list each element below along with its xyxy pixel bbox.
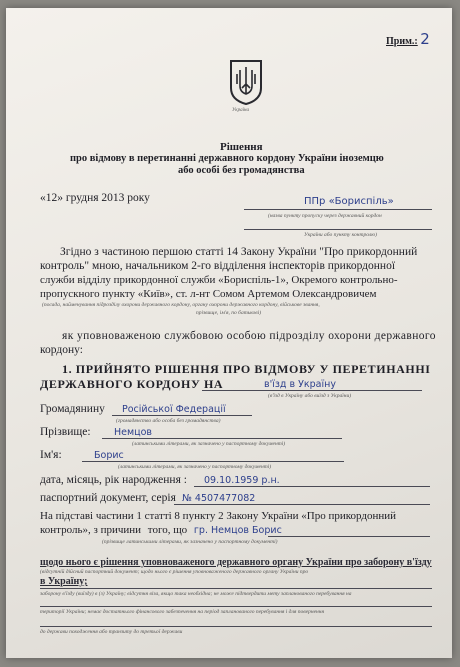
intro-line-1: Згідно з частиною першою статті 14 Закону України "Про прикордонний (60, 246, 418, 258)
title-line-3: або особі без громадянства (178, 165, 305, 176)
basis-reason-label: контроль», з причини (40, 524, 142, 536)
birth-value: 09.10.1959 р.н. (204, 475, 280, 486)
checkpoint-caption-2: України або пункту контролю) (304, 232, 377, 238)
passport-value: № 4507477082 (182, 493, 256, 504)
reason-line-2: в Україну; (40, 576, 88, 587)
title-line-1: Рішення (220, 141, 263, 153)
birth-label: дата, місяць, рік народження : (40, 474, 187, 486)
reason-caption-3: території України; немає достатнього фінансового забезпечення на період запланованого перебування і для повернення (40, 609, 325, 615)
document-date: «12» грудня 2013 року (40, 192, 150, 204)
basis-line-2 (40, 524, 282, 536)
basis-line-1: На підставі частини 1 статті 8 пункту 2 Закону України «Про прикордонний (40, 510, 397, 522)
emblem-caption: Україна (232, 108, 249, 113)
reason-caption-2: заборону в'їзду (виїзду) в (з) Україну; відсутня віза, якщо така необхідна; не може підтвердити мету запланованого перебування на (40, 591, 352, 597)
decision-entry-caption: (в'їзд в Україну або виїзд з України) (268, 393, 352, 399)
surname-caption: (латинськими літерами, як зазначено у паспортному документі) (132, 441, 286, 447)
intro-caption-2: прізвище, ім'я, по батькові) (196, 310, 262, 316)
firstname-label: Ім'я: (40, 449, 62, 461)
firstname-value: Борис (94, 450, 124, 461)
citizen-caption: (громадянство або особа без громадянства) (116, 418, 221, 424)
surname-value: Немцов (114, 427, 153, 438)
basis-reason-connector: того, що (147, 524, 188, 536)
intro-line-3: служби відділу прикордонної служби «Бориспіль-1», Окремого контрольно- (40, 274, 398, 286)
citizen-label: Громадянину (40, 403, 105, 415)
coat-of-arms-icon (228, 58, 264, 106)
intro-line-2: контроль" мною, начальником 2-го відділення інспекторів прикордонної (40, 260, 396, 272)
authority-line-1: як уповноваженою службовою особою підрозділу охорони державного (62, 330, 436, 342)
surname-label: Прізвище: (40, 426, 91, 438)
firstname-caption: (латинськими літерами, як зазначено у паспортному документі) (118, 464, 272, 470)
authority-line-2: кордону: (40, 344, 83, 356)
passport-label: паспортний документ, серія (40, 492, 176, 504)
note-label: Прим.: 2 (386, 30, 430, 48)
reason-caption-1: (відсутній дійсний паспортний документ; щодо нього є рішення уповноваженого державного органу України про (40, 569, 309, 575)
decision-line-1: 1. ПРИЙНЯТО РІШЕННЯ ПРО ВІДМОВУ У ПЕРЕТИНАННІ (62, 362, 431, 376)
intro-line-4: пропускного пункту «Київ», ст. л-нт Сомом Артемом Олександровичем (40, 288, 377, 300)
checkpoint-caption-1: (назва пункту пропуску через державний кордон (268, 213, 382, 219)
intro-caption-1: (посада, найменування підрозділу охорони державного кордону, органу охорони державного кордону, військове звання, (42, 302, 320, 308)
reason-caption-4: до держави походження або транзиту до третьої держави (40, 629, 183, 635)
checkpoint-value: ППр «Бориспіль» (304, 196, 394, 207)
citizen-value: Російської Федерації (122, 404, 226, 415)
decision-line-2: ДЕРЖАВНОГО КОРДОНУ НА (40, 377, 224, 391)
note-number: 2 (420, 30, 430, 48)
decision-entry-value: в'їзд в Україну (264, 379, 336, 390)
title-line-2: про відмову в перетинанні державного кордону України іноземцю (70, 153, 384, 164)
document-sheet (6, 8, 452, 658)
basis-caption: (прізвище латинськими літерами, як зазначено у паспортному документі) (102, 539, 278, 545)
reason-line-1: щодо нього є рішення уповноваженого державного органу України про заборону в'їзду (40, 557, 432, 568)
basis-person-value: гр. Немцов Борис (193, 525, 282, 536)
